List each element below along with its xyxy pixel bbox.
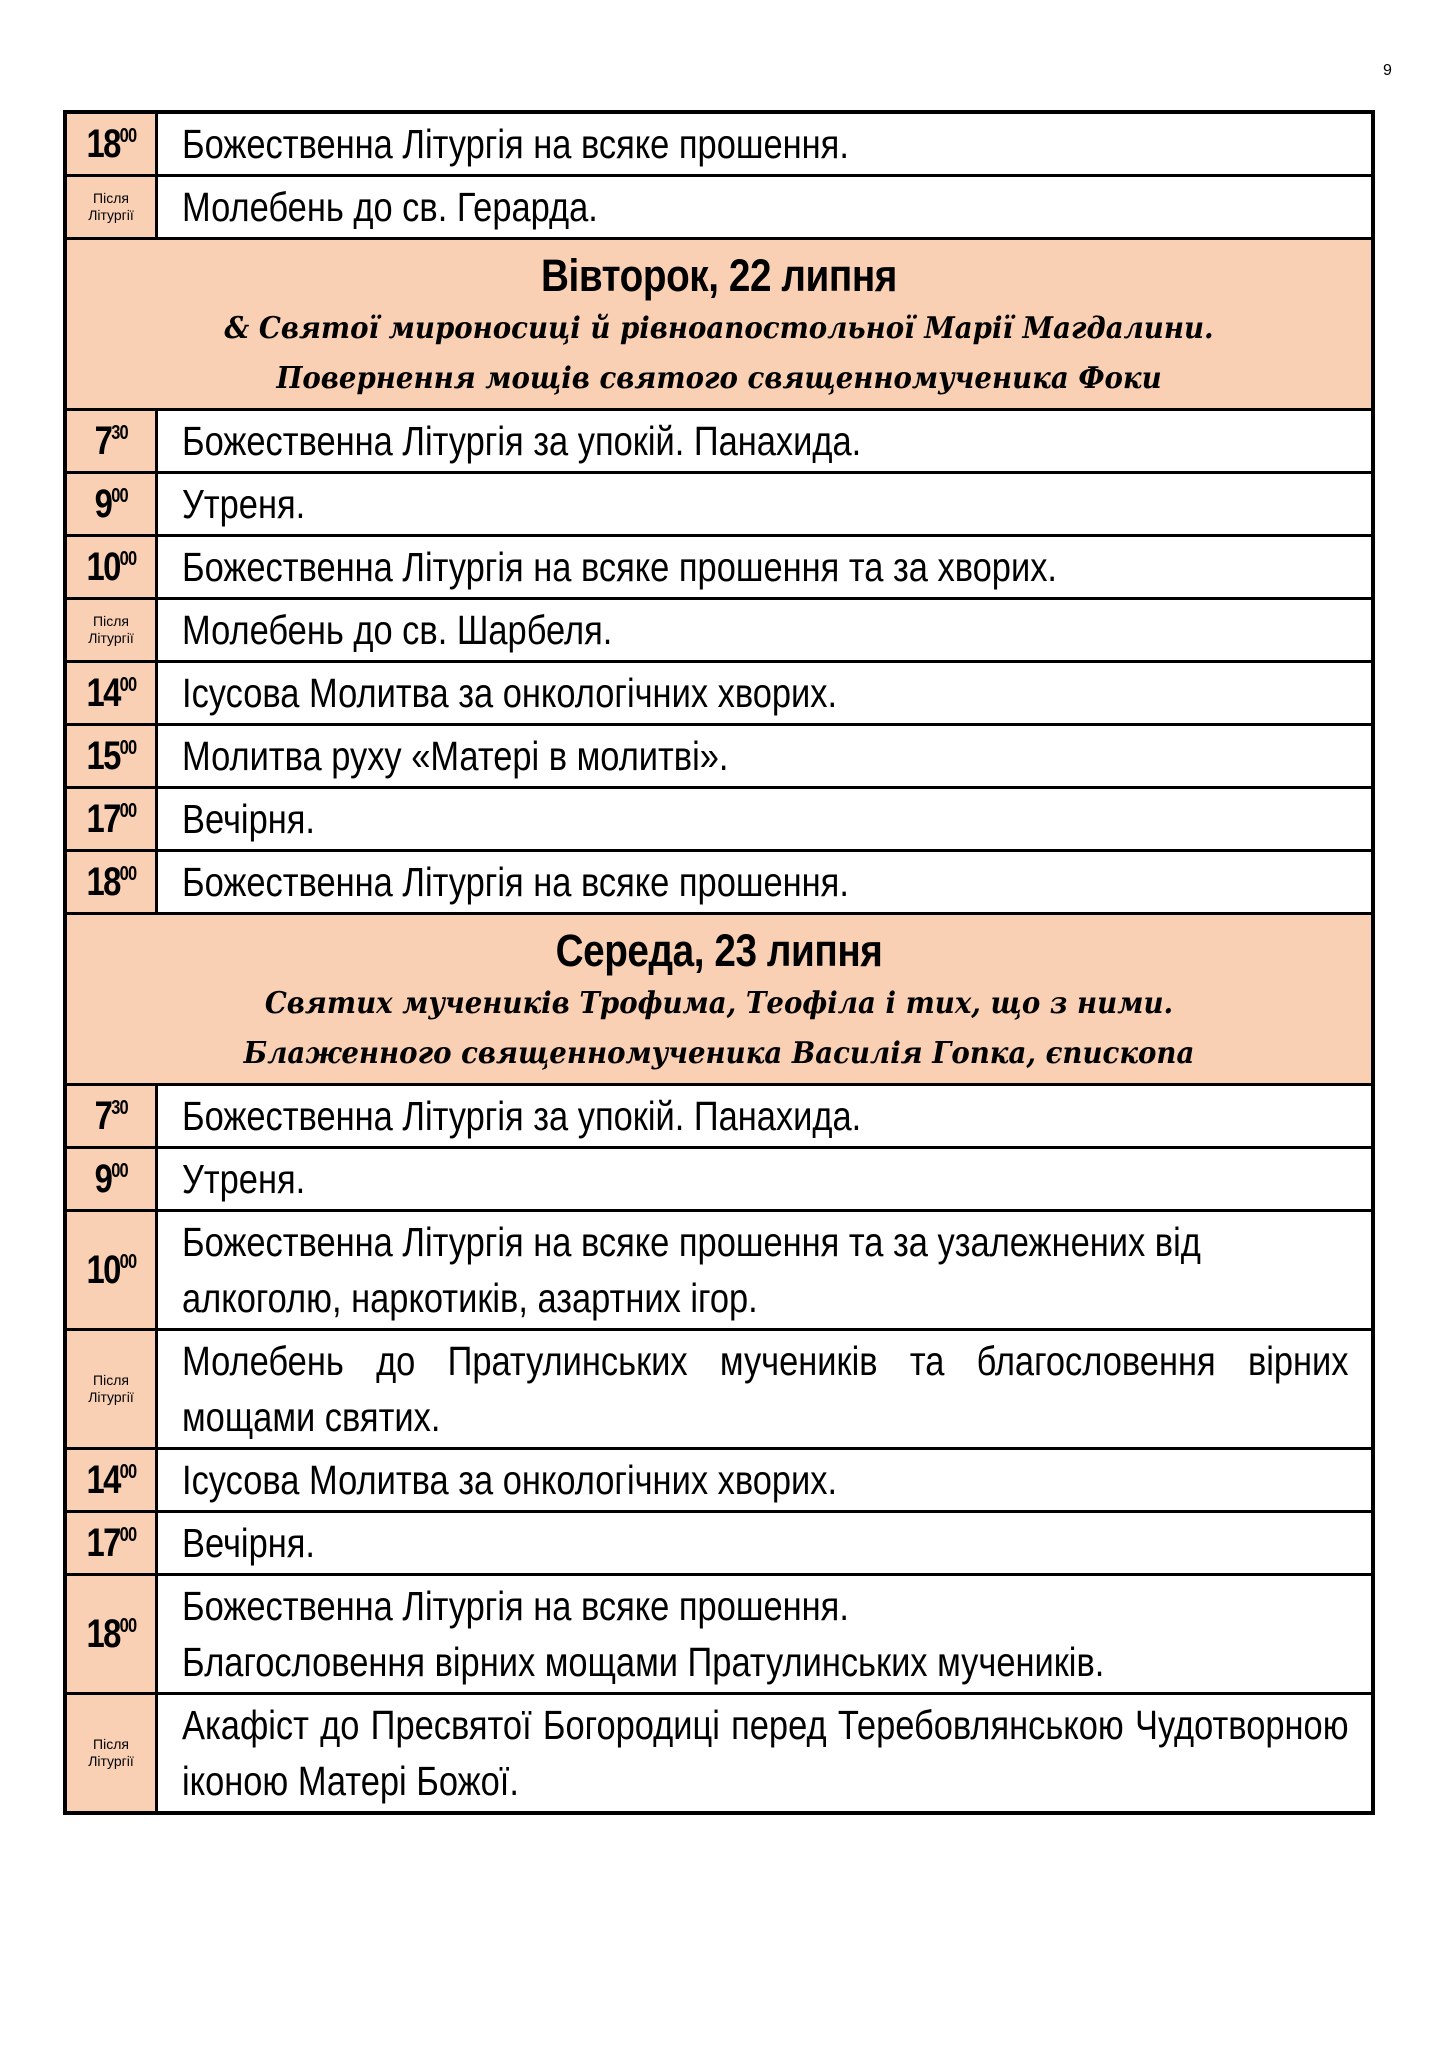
time-cell: [65, 1085, 157, 1148]
after-liturgy-label: Після: [93, 1371, 129, 1388]
schedule-row: [65, 176, 1373, 239]
schedule-row: [65, 662, 1373, 725]
time-cell: [65, 1449, 157, 1512]
event-text: Божественна Літургія на всяке прошення та за узалежнених від алкоголю, наркотиків, азартних ігор.: [182, 1219, 1201, 1321]
event-text: Ісусова Молитва за онкологічних хворих.: [182, 670, 838, 716]
schedule-row: [65, 1512, 1373, 1575]
time-label: $17^{00}$: [86, 797, 136, 841]
schedule-row: [65, 725, 1373, 788]
feast-line: Блаженного священномученика Василія Гопка, єпископа: [243, 1036, 1195, 1071]
time-minutes: 00: [119, 1461, 136, 1483]
time-minutes: 00: [119, 737, 136, 759]
day-header-row: [65, 914, 1373, 1085]
event-description: [157, 1575, 1374, 1694]
time-minutes: 00: [111, 485, 128, 507]
event-description: [157, 410, 1374, 473]
time-cell: [65, 1148, 157, 1211]
event-description: [157, 536, 1374, 599]
time-minutes: 00: [119, 125, 136, 147]
time-label: $7^{30}$: [94, 1094, 128, 1138]
event-text: Божественна Літургія за упокій. Панахида.: [182, 1093, 862, 1139]
feast-line: Повернення мощів святого священномученика Фоки: [276, 361, 1162, 396]
event-text: Божественна Літургія на всяке прошення.: [182, 859, 849, 905]
event-text: Вечірня.: [182, 1520, 315, 1566]
time-minutes: 00: [111, 1160, 128, 1182]
event-text: Божественна Літургія на всяке прошення. Благословення вірних мощами Пратулинських мучеників.: [182, 1583, 1105, 1685]
schedule-row: [65, 410, 1373, 473]
feast-mark-icon: &: [224, 311, 259, 346]
time-label: $9^{00}$: [94, 482, 128, 526]
day-header-cell: [65, 239, 1373, 410]
time-label: $9^{00}$: [94, 1157, 128, 1201]
schedule-row: [65, 1148, 1373, 1211]
time-cell: [65, 473, 157, 536]
event-text: Божественна Літургія на всяке прошення.: [182, 121, 849, 167]
feast-line: Святих мучеників Трофима, Теофіла і тих, що з ними.: [264, 986, 1174, 1021]
event-description: [157, 1085, 1374, 1148]
schedule-row: [65, 536, 1373, 599]
time-label: $7^{30}$: [94, 419, 128, 463]
after-liturgy-label: Літургії: [88, 207, 134, 223]
event-description: [157, 112, 1374, 176]
time-minutes: 00: [119, 863, 136, 885]
time-cell: [65, 112, 157, 176]
event-text: Молебень до Пратулинських мучеників та благословення вірних мощами святих.: [182, 1338, 1349, 1440]
event-text: Утреня.: [182, 1156, 306, 1202]
after-liturgy-label: Після: [93, 612, 129, 629]
after-liturgy-label: Після: [93, 189, 129, 206]
time-minutes: 00: [119, 1615, 136, 1637]
time-label: $18^{00}$: [86, 860, 136, 904]
time-cell: [65, 788, 157, 851]
time-label: $14^{00}$: [86, 1458, 136, 1502]
schedule-row: [65, 788, 1373, 851]
page-number: 9: [1383, 62, 1392, 79]
time-cell: [65, 410, 157, 473]
time-cell: [65, 1694, 157, 1814]
event-text: Акафіст до Пресвятої Богородиці перед Теребовлянською Чудотворною іконою Матері Божої.: [182, 1702, 1349, 1804]
time-label: $18^{00}$: [86, 122, 136, 166]
day-title: Середа, 23 липня: [555, 925, 883, 976]
schedule-body: [65, 112, 1373, 1813]
day-title: Вівторок, 22 липня: [541, 250, 897, 301]
time-minutes: 00: [119, 674, 136, 696]
event-text: Молебень до св. Шарбеля.: [182, 607, 613, 653]
time-label: $14^{00}$: [86, 671, 136, 715]
after-liturgy-label: Літургії: [88, 1753, 134, 1769]
event-description: [157, 176, 1374, 239]
time-label: $17^{00}$: [86, 1521, 136, 1565]
feast-line: & Святої мироносиці й рівноапостольної Марії Магдалини.: [224, 311, 1214, 346]
event-description: [157, 1512, 1374, 1575]
schedule-row: [65, 1330, 1373, 1449]
schedule-row: [65, 1085, 1373, 1148]
time-cell: [65, 662, 157, 725]
event-description: [157, 725, 1374, 788]
event-description: [157, 599, 1374, 662]
day-header-row: [65, 239, 1373, 410]
event-description: [157, 851, 1374, 914]
event-text: Ісусова Молитва за онкологічних хворих.: [182, 1457, 838, 1503]
schedule-row: [65, 112, 1373, 176]
time-cell: [65, 1330, 157, 1449]
event-text: Молебень до св. Герарда.: [182, 184, 598, 230]
schedule-table: [63, 110, 1375, 1815]
time-cell: [65, 599, 157, 662]
time-label: $18^{00}$: [86, 1612, 136, 1656]
schedule-row: [65, 1694, 1373, 1814]
event-text: Божественна Літургія за упокій. Панахида.: [182, 418, 862, 464]
event-description: [157, 1211, 1374, 1330]
time-cell: [65, 1575, 157, 1694]
after-liturgy-label: Літургії: [88, 630, 134, 646]
day-header-cell: [65, 914, 1373, 1085]
time-minutes: 00: [119, 1251, 136, 1273]
after-liturgy-label: Літургії: [88, 1389, 134, 1405]
event-description: [157, 1449, 1374, 1512]
event-description: [157, 1330, 1374, 1449]
schedule-row: [65, 473, 1373, 536]
event-text: Молитва руху «Матері в молитві».: [182, 733, 729, 779]
time-minutes: 30: [111, 1097, 128, 1119]
event-text: Божественна Літургія на всяке прошення та за хворих.: [182, 544, 1057, 590]
time-cell: [65, 536, 157, 599]
schedule-row: [65, 851, 1373, 914]
time-cell: [65, 176, 157, 239]
time-cell: [65, 1512, 157, 1575]
event-text: Вечірня.: [182, 796, 315, 842]
time-minutes: 30: [111, 422, 128, 444]
time-minutes: 00: [119, 1524, 136, 1546]
schedule-row: [65, 1575, 1373, 1694]
event-description: [157, 788, 1374, 851]
time-label: $10^{00}$: [86, 1248, 136, 1292]
time-cell: [65, 851, 157, 914]
time-minutes: 00: [119, 800, 136, 822]
time-minutes: 00: [119, 548, 136, 570]
event-description: [157, 1148, 1374, 1211]
after-liturgy-label: Після: [93, 1735, 129, 1752]
event-description: [157, 1694, 1374, 1814]
time-label: $15^{00}$: [86, 734, 136, 778]
schedule-row: [65, 1449, 1373, 1512]
time-cell: [65, 725, 157, 788]
event-description: [157, 662, 1374, 725]
event-text: Утреня.: [182, 481, 306, 527]
schedule-row: [65, 599, 1373, 662]
event-description: [157, 473, 1374, 536]
time-label: $10^{00}$: [86, 545, 136, 589]
time-cell: [65, 1211, 157, 1330]
schedule-row: [65, 1211, 1373, 1330]
